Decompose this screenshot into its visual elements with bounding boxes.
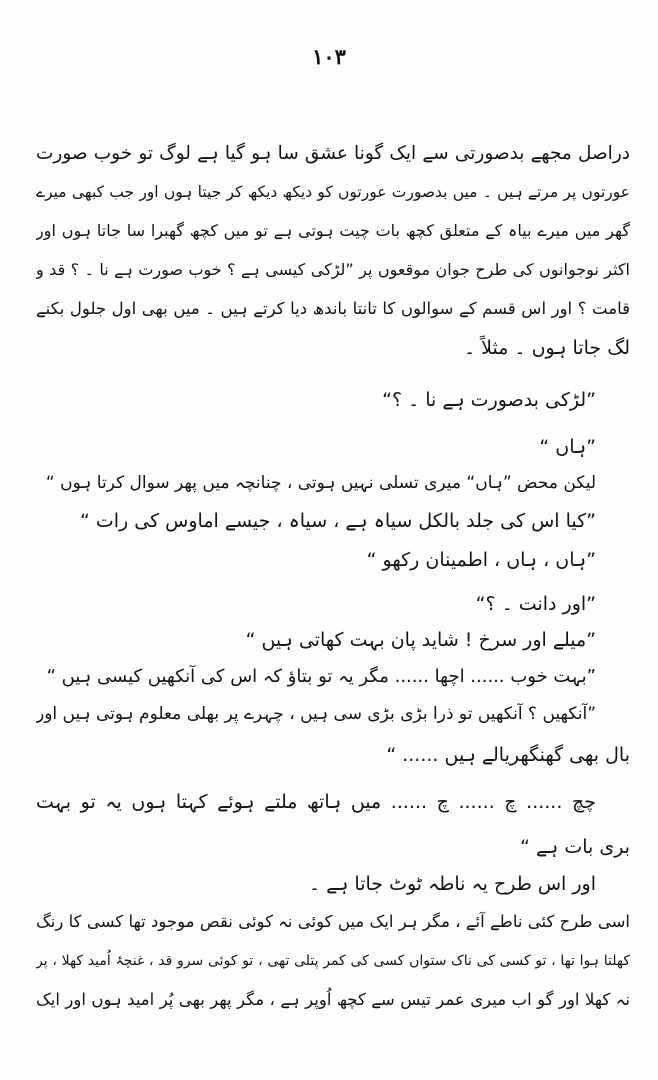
dialogue-block [36,386,630,856]
text-line: اور اس طرح یہ ناطہ ٹوٹ جاتا ہے ۔ [308,873,596,895]
text-line: نہ کھلا اور گو اب میری عمر تیس سے کچھ اُوپر ہے ، مگر پھر بھی پُر امید ہوں اور ایک [36,990,630,1009]
dialogue-line: لیکن محض ”ہاں“ میری تسلی نہیں ہوتی ، چنانچہ میں پھر سوال کرتا ہوں “ [45,473,596,493]
text-line: گھر میں میرے بیاہ کے متعلق کچھ بات چیت ہوتی ہے تو میں کچھ گھبرا سا جاتا ہوں اور [36,221,630,240]
dialogue-line: بال بھی گھنگھریالے ہیں ...... “ [386,744,630,766]
dialogue-line: ”لڑکی بدصورت ہے نا ۔ ؟“ [382,389,596,411]
paragraph-2 [36,870,630,1040]
text-line: اکثر نوجوانوں کی طرح جوان موقعوں پر ”لڑکی کیسی ہے ؟ خوب صورت ہے نا ۔ ؟ قد و [36,260,630,279]
text-line: اسی طرح کئی ناطے آئے ، مگر ہر ایک میں کوئی نہ کوئی نقص موجود تھا کسی کا رنگ [36,912,630,931]
dialogue-line: ”بہت خوب ...... اچھا ...... مگر یہ تو بتاؤ کہ اس کی آنکھیں کیسی ہیں “ [46,666,596,687]
dialogue-line: ”کیا اس کی جلد بالکل سیاہ ہے ، سیاہ ، جیسے اماوس کی رات “ [80,510,596,532]
text-line: دراصل مجھے بدصورتی سے ایک گونا عشق سا ہو گیا ہے لوگ تو خوب صورت [36,143,630,164]
dialogue-line: ”ہاں ، ہاں ، اطمینان رکھو “ [366,549,596,571]
dialogue-line: ”میلے اور سرخ ! شاید پان بہت کھاتی ہیں “ [245,629,596,651]
dialogue-line: بری بات ہے “ [520,836,630,858]
text-line: کھلتا ہوا تھا ، تو کسی کی ناک ستواں کسی کی کمر پتلی تھی ، تو کوئی سرو قد ، غنچۂ اُمید کھلا ، پر [36,953,630,969]
text-line: لگ جاتا ہوں ۔ مثلاً ۔ [463,337,630,359]
dialogue-line: ”ہاں “ [539,436,596,458]
dialogue-line: چچ ...... چ ...... چ ...... میں ہاتھ ملتے ہوئے کہتا ہوں یہ تو بہت [36,791,596,813]
dialogue-line: ”آنکھیں ؟ آنکھیں تو ذرا بڑی بڑی سی ہیں ، چہرے پر بھلی معلوم ہوتی ہیں اور [36,704,596,724]
text-line: قامت ؟ اور اس قسم کے سوالوں کا تانتا باندھ دیا کرتے ہیں ۔ میں بھی اول جلول بکنے [36,299,630,318]
dialogue-line: ”اور دانت ۔ ؟“ [475,593,596,615]
paragraph-1 [36,140,630,370]
page-number: ۱۰۳ [312,44,346,69]
text-line: عورتوں پر مرتے ہیں ۔ میں بدصورت عورتوں کو دیکھ دیکھ کر جیتا ہوں اور جب کبھی میرے [36,183,630,201]
